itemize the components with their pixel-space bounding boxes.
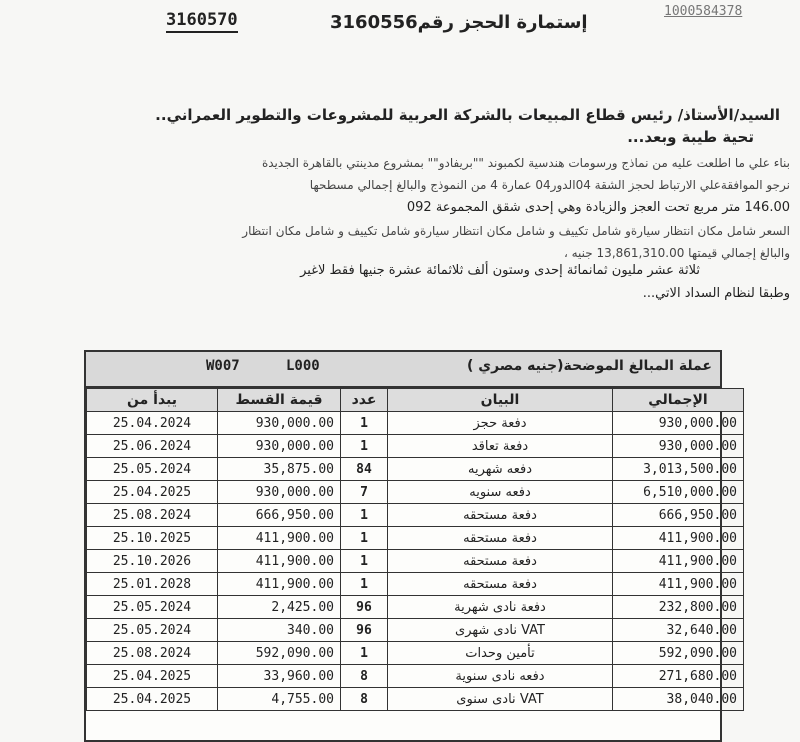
table-row xyxy=(87,596,744,619)
row-count: 96 xyxy=(341,596,388,619)
table-row xyxy=(87,550,744,573)
booking-number: 3160570 xyxy=(166,10,238,33)
row-start-date: 25.05.2024 xyxy=(87,619,218,642)
table-row xyxy=(87,527,744,550)
letter-line-1: بناء علي ما اطلعت عليه من نماذج ورسومات هندسية لكمبوند ""بريفادو"" بمشروع مدينتي بالقاهرة الجديدة xyxy=(261,156,790,170)
table-row xyxy=(87,665,744,688)
schedule-grid xyxy=(86,388,744,711)
letter-line-6: ثلاثة عشر مليون ثمانمائة إحدى وستون ألف ثلاثمائة عشرة جنيها فقط لاغير xyxy=(300,263,700,278)
header-total: الإجمالي xyxy=(613,389,744,412)
row-installment: 35,875.00 xyxy=(218,458,341,481)
table-row xyxy=(87,688,744,711)
header-row xyxy=(87,389,744,412)
row-total: 232,800.00 xyxy=(613,596,744,619)
table-row xyxy=(87,458,744,481)
row-count: 8 xyxy=(341,688,388,711)
row-count: 1 xyxy=(341,504,388,527)
letter-line-5: والبالغ إجمالي قيمتها 13,861,310.00 جنيه ، xyxy=(563,246,790,260)
row-start-date: 25.05.2024 xyxy=(87,596,218,619)
table-row xyxy=(87,504,744,527)
row-installment: 411,900.00 xyxy=(218,550,341,573)
row-total: 6,510,000.00 xyxy=(613,481,744,504)
letter-line-4: السعر شامل مكان انتظار سيارةو شامل تكييف و شامل مكان انتظار سيارةو شامل تكييف و شامل مكان انتظار xyxy=(242,224,790,238)
table-row xyxy=(87,573,744,596)
row-total: 38,040.00 xyxy=(613,688,744,711)
row-installment: 340.00 xyxy=(218,619,341,642)
row-description: دفعة مستحقه xyxy=(388,504,613,527)
greeting: تحية طيبة وبعد... xyxy=(627,128,754,146)
row-count: 1 xyxy=(341,642,388,665)
header-description: البيان xyxy=(388,389,613,412)
row-total: 592,090.00 xyxy=(613,642,744,665)
row-total: 930,000.00 xyxy=(613,435,744,458)
row-start-date: 25.10.2026 xyxy=(87,550,218,573)
row-installment: 411,900.00 xyxy=(218,527,341,550)
letter-line-7: وطبقا لنظام السداد الاتي... xyxy=(642,286,790,301)
table-row xyxy=(87,481,744,504)
row-count: 1 xyxy=(341,412,388,435)
header-installment: قيمة القسط xyxy=(218,389,341,412)
form-title: إستمارة الحجز رقم3160556 xyxy=(330,12,588,33)
row-description: دفعة مستحقه xyxy=(388,550,613,573)
row-start-date: 25.04.2025 xyxy=(87,481,218,504)
row-installment: 666,950.00 xyxy=(218,504,341,527)
row-total: 411,900.00 xyxy=(613,550,744,573)
row-installment: 592,090.00 xyxy=(218,642,341,665)
row-start-date: 25.05.2024 xyxy=(87,458,218,481)
row-total: 411,900.00 xyxy=(613,527,744,550)
row-description: دفعة مستحقه xyxy=(388,527,613,550)
row-count: 1 xyxy=(341,435,388,458)
salutation: السيد/الأستاذ/ رئيس قطاع المبيعات بالشركة العربية للمشروعات والتطوير العمراني.. xyxy=(155,106,780,124)
row-count: 96 xyxy=(341,619,388,642)
letter-line-3: 146.00 متر مربع تحت العجز والزيادة وهي إحدى شقق المجموعة 092 xyxy=(406,200,790,215)
row-installment: 4,755.00 xyxy=(218,688,341,711)
row-start-date: 25.04.2025 xyxy=(87,665,218,688)
row-description: دفعه سنويه xyxy=(388,481,613,504)
currency-row xyxy=(86,352,720,388)
row-description: دفعة حجز xyxy=(388,412,613,435)
currency-label: عملة المبالغ الموضحة(جنيه مصري ) xyxy=(466,358,712,374)
row-description: تأمين وحدات xyxy=(388,642,613,665)
row-installment: 930,000.00 xyxy=(218,435,341,458)
row-count: 1 xyxy=(341,573,388,596)
row-total: 411,900.00 xyxy=(613,573,744,596)
row-start-date: 25.01.2028 xyxy=(87,573,218,596)
row-description: دفعه نادى سنوية xyxy=(388,665,613,688)
code-l: L000 xyxy=(286,358,320,374)
row-start-date: 25.04.2024 xyxy=(87,412,218,435)
table-row xyxy=(87,619,744,642)
row-description: دفعة مستحقه xyxy=(388,573,613,596)
row-start-date: 25.06.2024 xyxy=(87,435,218,458)
table-row xyxy=(87,435,744,458)
code-w: W007 xyxy=(206,358,240,374)
row-installment: 33,960.00 xyxy=(218,665,341,688)
row-description: دفعة تعاقد xyxy=(388,435,613,458)
row-description: VAT نادى سنوى xyxy=(388,688,613,711)
row-count: 84 xyxy=(341,458,388,481)
row-start-date: 25.10.2025 xyxy=(87,527,218,550)
row-count: 1 xyxy=(341,550,388,573)
row-total: 3,013,500.00 xyxy=(613,458,744,481)
row-installment: 930,000.00 xyxy=(218,481,341,504)
row-total: 666,950.00 xyxy=(613,504,744,527)
row-total: 32,640.00 xyxy=(613,619,744,642)
letter-line-2: نرجو الموافقةعلي الارتباط لحجز الشقة 04الدور04 عمارة 4 من النموذج والبالغ إجمالي مسطحها xyxy=(309,178,790,192)
row-description: دفعه شهريه xyxy=(388,458,613,481)
row-start-date: 25.08.2024 xyxy=(87,504,218,527)
table-row xyxy=(87,412,744,435)
payment-schedule-table xyxy=(84,350,737,742)
row-installment: 411,900.00 xyxy=(218,573,341,596)
row-count: 8 xyxy=(341,665,388,688)
header-start: يبدأ من xyxy=(87,389,218,412)
row-start-date: 25.08.2024 xyxy=(87,642,218,665)
header-count: عدد xyxy=(341,389,388,412)
row-total: 930,000.00 xyxy=(613,412,744,435)
table-row xyxy=(87,642,744,665)
row-total: 271,680.00 xyxy=(613,665,744,688)
row-count: 7 xyxy=(341,481,388,504)
row-description: VAT نادى شهرى xyxy=(388,619,613,642)
row-count: 1 xyxy=(341,527,388,550)
document-id: 1000584378 xyxy=(664,4,743,19)
row-installment: 930,000.00 xyxy=(218,412,341,435)
row-installment: 2,425.00 xyxy=(218,596,341,619)
row-description: دفعة نادى شهرية xyxy=(388,596,613,619)
row-start-date: 25.04.2025 xyxy=(87,688,218,711)
